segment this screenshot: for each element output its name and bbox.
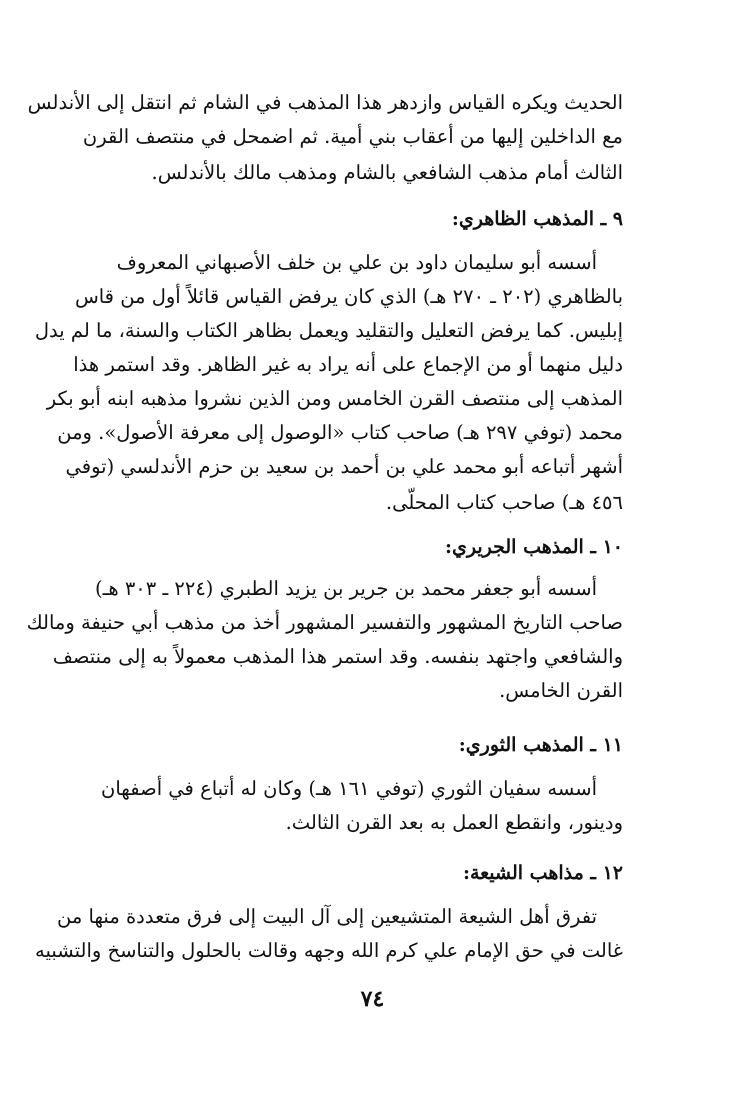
section-heading-zahiri: ٩ ـ المذهب الظاهري: <box>451 208 623 230</box>
text-line: أسسه أبو سليمان داود بن علي بن خلف الأصبهاني المعروف <box>116 251 597 274</box>
text-line: بالظاهري (٢٠٢ ـ ٢٧٠ هـ) الذي كان يرفض القياس قائلاً أول من قاس <box>74 285 623 308</box>
text-line: دليل منهما أو من الإجماع على أنه يراد به غير الظاهر. وقد استمر هذا <box>73 353 623 376</box>
page-number: ٧٤ <box>360 986 385 1012</box>
text-line: محمد (توفي ٢٩٧ هـ) صاحب كتاب «الوصول إلى معرفة الأصول». ومن <box>57 421 623 444</box>
section-heading-jariri: ١٠ ـ المذهب الجريري: <box>444 536 623 558</box>
text-line: صاحب التاريخ المشهور والتفسير المشهور أخذ من مذهب أبي حنيفة ومالك <box>26 611 623 634</box>
section-heading-shia: ١٢ ـ مذاهب الشيعة: <box>462 862 623 884</box>
text-line: أسسه أبو جعفر محمد بن جرير بن يزيد الطبري (٢٢٤ ـ ٣٠٣ هـ) <box>95 577 597 600</box>
text-line: غالت في حق الإمام علي كرم الله وجهه وقالت بالحلول والتناسخ والتشبيه <box>35 939 623 962</box>
text-line: أسسه سفيان الثوري (توفي ١٦١ هـ) وكان له أتباع في أصفهان <box>101 777 597 800</box>
text-line: الثالث أمام مذهب الشافعي بالشام ومذهب مالك بالأندلس. <box>151 161 623 184</box>
text-line: والشافعي واجتهد بنفسه. وقد استمر هذا المذهب معمولاً به إلى منتصف <box>52 645 623 668</box>
text-line: المذهب إلى منتصف القرن الخامس ومن الذين نشروا مذهبه ابنه أبو بكر <box>46 387 623 410</box>
text-line: القرن الخامس. <box>499 679 623 702</box>
text-line: ودينور، وانقطع العمل به بعد القرن الثالث. <box>285 811 623 834</box>
section-heading-thawri: ١١ ـ المذهب الثوري: <box>458 734 623 756</box>
text-line: تفرق أهل الشيعة المتشيعين إلى آل البيت إلى فرق متعددة منها من <box>57 905 597 928</box>
text-line: الحديث ويكره القياس وازدهر هذا المذهب في الشام ثم انتقل إلى الأندلس <box>27 91 623 114</box>
text-line: ٤٥٦ هـ) صاحب كتاب المحلّى. <box>385 491 623 514</box>
text-line: أشهر أتباعه أبو محمد علي بن أحمد بن سعيد بن حزم الأندلسي (توفي <box>65 455 623 478</box>
text-line: إبليس. كما يرفض التعليل والتقليد ويعمل بظاهر الكتاب والسنة، ما لم يدل <box>34 319 623 342</box>
text-line: مع الداخلين إليها من أعقاب بني أمية. ثم اضمحل في منتصف القرن <box>82 125 623 148</box>
